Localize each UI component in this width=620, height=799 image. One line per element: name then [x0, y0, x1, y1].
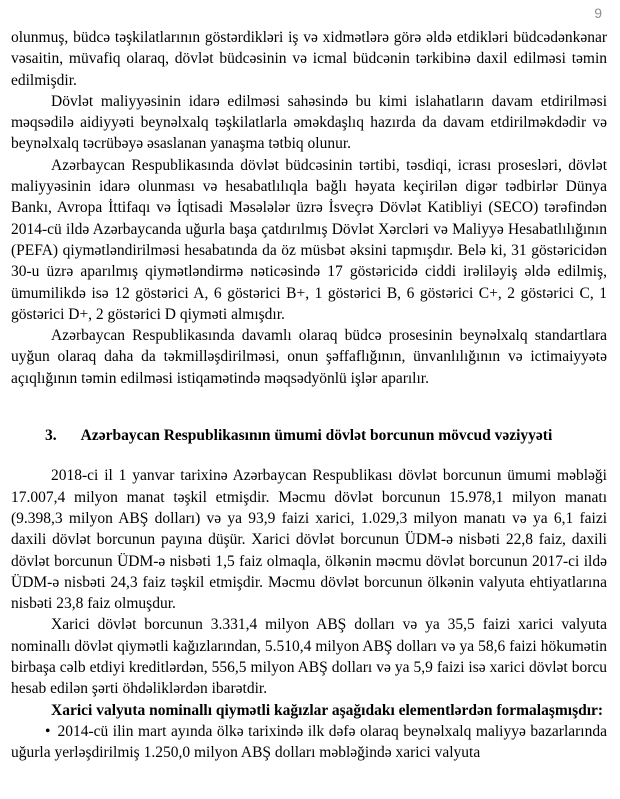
paragraph: Azərbaycan Respublikasında davamlı olaraq büdcə prosesinin beynəlxalq standartlara uyğun olaraq daha da təkmilləşdirilməsi, onun şəffaflığının, ünvanlılığının və ictimaiyyətə açıqlığının təmin edilməsi istiqamətində məqsədyönlü işlər aparılır. — [11, 327, 607, 387]
bold-lead-paragraph: Xarici valyuta nominallı qiymətli kağızlar aşağıdakı elementlərdən formalaşmışdır: — [51, 701, 604, 719]
bullet-list-item — [11, 721, 607, 764]
section-heading — [11, 425, 607, 446]
paragraph-continuation: olunmuş, büdcə təşkilatlarının göstərdikləri iş və xidmətlərə görə əldə etdikləri büdcədənkənar vəsaitin, müvafiq olaraq, dövlət büdcəsinin və icmal büdcənin tərkibinə daxil edilməsi təmin edilmişdir. — [11, 29, 607, 89]
bullet-item-text: 2014-cü ilin mart ayında ölkə tarixində ilk dəfə olaraq beynəlxalq maliyyə bazarlarında uğurla yerləşdirilmiş 1.250,0 milyon ABŞ dolları məbləğində xarici valyuta — [11, 722, 607, 762]
paragraph: 2018-ci il 1 yanvar tarixinə Azərbaycan Respublikası dövlət borcunun ümumi məbləği 17.007,4 milyon manat təşkil etmişdir. Məcmu dövlət borcunun 15.978,1 milyon manatı (9.398,3 milyon ABŞ dolları) və ya 93,9 faizi xarici, 1.029,3 milyon manatı və ya 6,1 faizi daxili dövlət borcunun payına düşür. Xarici dövlət borcunun ÜDM-ə nisbəti 22,8 faiz, daxili dövlət borcunun ÜDM-ə nisbəti 1,5 faiz olmaqla, ölkənin məcmu dövlət borcunun 2017-ci ildə ÜDM-ə nisbəti 24,3 faiz təşkil etmişdir. Məcmu dövlət borcunun ölkənin valyuta ehtiyatlarına nisbəti 23,8 faiz olmuşdur. — [11, 467, 607, 613]
paragraph: Dövlət maliyyəsinin idarə edilməsi sahəsində bu kimi islahatların davam etdirilməsi məqsədilə aidiyyəti beynəlxalq təşkilatlarla əməkdaşlıq hazırda da davam etdirilməkdədir və beynəlxalq təcrübəyə əsaslanan yanaşma tətbiq olunur. — [11, 92, 607, 153]
paragraph: Azərbaycan Respublikasında dövlət büdcəsinin tərtibi, təsdiqi, icrası prosesləri, dövlət maliyyəsinin idarə olunması və hesabatlılıqla bağlı həyata keçirilən digər tədbirlər Dünya Bankı, Avropa İttifaqı və İqtisadi Məsələlər üzrə İsveçrə Dövlət Katibliyi (SECO) tərəfindən 2014-cü ildə Azərbaycanda uğurla başa çatdırılmış Dövlət Xərcləri və Maliyyə Hesabatlılığının (PEFA) qiymətləndirilməsi hesabatında da öz müsbət əksini tapmışdır. Belə ki, 31 göstəricidən 30-u üzrə aparılmış qiymətləndirmə nəticəsində 17 göstəricidə ciddi irəliləyiş əldə edilmiş, ümumilikdə isə 12 göstərici A, 6 göstərici B+, 1 göstərici B, 6 göstərici C+, 2 göstərici C, 1 göstərici D+, 2 göstərici D qiyməti almışdır. — [11, 156, 607, 323]
page-number: 9 — [594, 5, 602, 21]
section-heading-number: 3. — [45, 427, 57, 445]
bullet-icon: • — [45, 722, 51, 740]
paragraph: Xarici dövlət borcunun 3.331,4 milyon ABŞ dolları və ya 35,5 faizi xarici valyuta nominallı dövlət qiymətli kağızlarından, 5.510,4 milyon ABŞ dolları və ya 58,6 faizi hökumətin birbaşa cəlb etdiyi kreditlərdən, 556,5 milyon ABŞ dolları və ya 5,9 faizi isə xarici dövlət borcu hesab edilən şərti öhdəliklərdən ibarətdir. — [11, 616, 607, 698]
section-heading-title: Azərbaycan Respublikasının ümumi dövlət borcunun mövcud vəziyyəti — [80, 427, 553, 445]
